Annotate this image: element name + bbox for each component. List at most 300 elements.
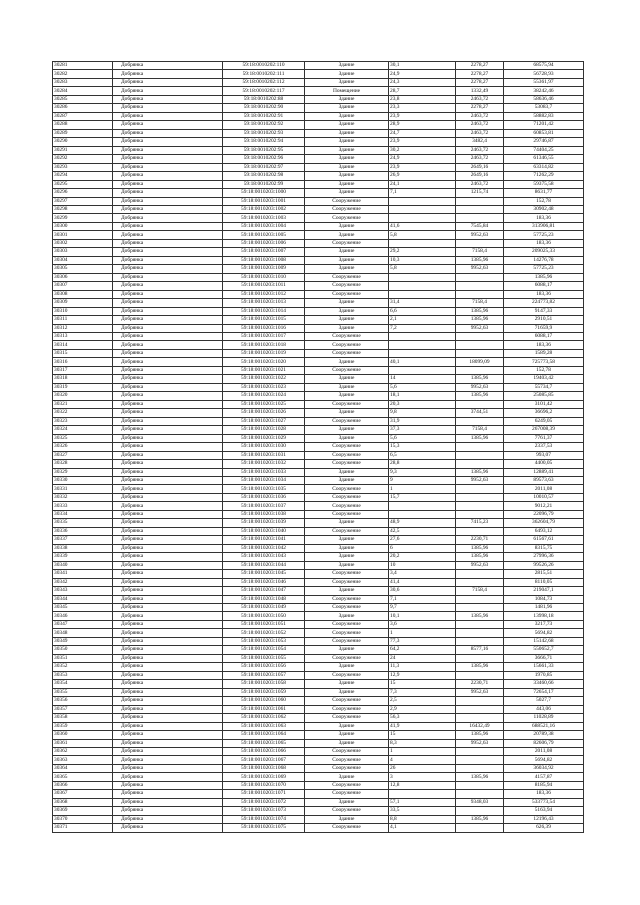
cadastral-value-cell: 183,36 (504, 790, 584, 798)
cadastral-value-cell: 55734,7 (504, 383, 584, 391)
record-number-cell: 30345 (53, 604, 113, 612)
specific-value-cell (456, 705, 504, 713)
object-type-cell: Сооружение (305, 595, 389, 603)
specific-value-cell: 1385,96 (456, 468, 504, 476)
cadastral-value-cell: 152,78 (504, 197, 584, 205)
locality-cell: Добрянка (113, 781, 223, 789)
area-cell: 30,6 (389, 587, 456, 595)
locality-cell: Добрянка (113, 375, 223, 383)
record-number-cell: 30309 (53, 299, 113, 307)
specific-value-cell: 2463,72 (456, 95, 504, 103)
table-row (53, 78, 584, 86)
table-body (53, 62, 584, 833)
specific-value-cell: 9952,63 (456, 688, 504, 696)
specific-value-cell (456, 400, 504, 408)
locality-cell: Добрянка (113, 824, 223, 832)
cadastral-value-cell: 61346,55 (504, 155, 584, 163)
area-cell: 30,1 (389, 62, 456, 70)
cadastral-value-cell: 25085,85 (504, 392, 584, 400)
specific-value-cell (456, 282, 504, 290)
table-row (53, 646, 584, 654)
cadastral-number-cell: 59:18:0010203:1072 (223, 798, 305, 806)
specific-value-cell: 7415,23 (456, 519, 504, 527)
locality-cell: Добрянка (113, 180, 223, 188)
object-type-cell: Здание (305, 519, 389, 527)
table-row (53, 604, 584, 612)
locality-cell: Добрянка (113, 688, 223, 696)
cadastral-number-cell: 59:18:0010203:1048 (223, 595, 305, 603)
cadastral-value-cell: 4400,05 (504, 460, 584, 468)
area-cell: 24,7 (389, 129, 456, 137)
locality-cell: Добрянка (113, 739, 223, 747)
object-type-cell: Сооружение (305, 282, 389, 290)
area-cell (389, 790, 456, 798)
record-number-cell: 30299 (53, 214, 113, 222)
record-number-cell: 30298 (53, 205, 113, 213)
object-type-cell: Сооружение (305, 510, 389, 518)
locality-cell: Добрянка (113, 731, 223, 739)
locality-cell: Добрянка (113, 112, 223, 120)
cadastral-value-cell: 3217,73 (504, 620, 584, 628)
object-type-cell: Здание (305, 62, 389, 70)
specific-value-cell: 1385,96 (456, 256, 504, 264)
cadastral-value-cell: 725773,58 (504, 358, 584, 366)
specific-value-cell: 1385,96 (456, 663, 504, 671)
table-row (53, 197, 584, 205)
cadastral-number-cell: 59:18:0010203:1037 (223, 502, 305, 510)
cadastral-number-cell: 59:18:0010203:1029 (223, 434, 305, 442)
record-number-cell: 30287 (53, 112, 113, 120)
cadastral-number-cell: 59:18:0010203:1066 (223, 747, 305, 755)
table-row (53, 680, 584, 688)
specific-value-cell: 2463,72 (456, 129, 504, 137)
object-type-cell: Здание (305, 138, 389, 146)
table-row (53, 87, 584, 95)
cadastral-value-cell: 55361,97 (504, 78, 584, 86)
table-row (53, 172, 584, 180)
area-cell: 1 (389, 485, 456, 493)
object-type-cell: Сооружение (305, 493, 389, 501)
table-row (53, 519, 584, 527)
locality-cell: Добрянка (113, 654, 223, 662)
specific-value-cell: 1385,96 (456, 375, 504, 383)
cadastral-number-cell: 59:18:0010203:1050 (223, 612, 305, 620)
record-number-cell: 30304 (53, 256, 113, 264)
cadastral-number-cell: 59:18:0010203:1021 (223, 366, 305, 374)
specific-value-cell: 1385,96 (456, 316, 504, 324)
locality-cell: Добрянка (113, 460, 223, 468)
record-number-cell: 30290 (53, 138, 113, 146)
area-cell: 23,9 (389, 138, 456, 146)
specific-value-cell: 1385,96 (456, 773, 504, 781)
object-type-cell: Здание (305, 231, 389, 239)
record-number-cell: 30322 (53, 409, 113, 417)
locality-cell: Добрянка (113, 333, 223, 341)
cadastral-number-cell: 59:18:0010203:1003 (223, 214, 305, 222)
cadastral-number-cell: 59:18:0010203:1070 (223, 781, 305, 789)
cadastral-value-cell: 9147,33 (504, 307, 584, 315)
cadastral-number-cell: 59:18:0010203:1073 (223, 807, 305, 815)
cadastral-value-cell: 1084,73 (504, 595, 584, 603)
cadastral-number-cell: 59:18:0010203:1030 (223, 443, 305, 451)
locality-cell: Добрянка (113, 536, 223, 544)
table-row (53, 239, 584, 247)
record-number-cell: 30353 (53, 671, 113, 679)
specific-value-cell (456, 654, 504, 662)
table-row (53, 824, 584, 832)
table-row (53, 265, 584, 273)
cadastral-value-cell: 74404,25 (504, 146, 584, 154)
cadastral-value-cell: 4157,87 (504, 773, 584, 781)
record-number-cell: 30355 (53, 688, 113, 696)
table-row (53, 493, 584, 501)
cadastral-value-cell: 550652,7 (504, 646, 584, 654)
record-number-cell: 30321 (53, 400, 113, 408)
cadastral-number-cell: 59:18:0010203:1023 (223, 383, 305, 391)
record-number-cell: 30319 (53, 383, 113, 391)
object-type-cell: Сооружение (305, 620, 389, 628)
object-type-cell: Сооружение (305, 417, 389, 425)
object-type-cell: Сооружение (305, 502, 389, 510)
cadastral-number-cell: 59:18:0010203:1062 (223, 714, 305, 722)
record-number-cell: 30316 (53, 358, 113, 366)
cadastral-number-cell: 59:18:0010203:1025 (223, 400, 305, 408)
object-type-cell: Сооружение (305, 764, 389, 772)
cadastral-number-cell: 59:18:0010202:96 (223, 155, 305, 163)
object-type-cell: Здание (305, 358, 389, 366)
area-cell: 15 (389, 731, 456, 739)
locality-cell: Добрянка (113, 392, 223, 400)
cadastral-number-cell: 59:18:0010203:1016 (223, 324, 305, 332)
area-cell (389, 349, 456, 357)
specific-value-cell (456, 620, 504, 628)
area-cell: 27,6 (389, 536, 456, 544)
specific-value-cell (456, 697, 504, 705)
cadastral-number-cell: 59:18:0010203:1007 (223, 248, 305, 256)
cadastral-number-cell: 59:18:0010203:1033 (223, 468, 305, 476)
cadastral-value-cell: 183,36 (504, 341, 584, 349)
cadastral-value-cell: 6249,05 (504, 417, 584, 425)
locality-cell: Добрянка (113, 493, 223, 501)
specific-value-cell (456, 824, 504, 832)
table-row (53, 138, 584, 146)
specific-value-cell: 2230,71 (456, 680, 504, 688)
object-type-cell: Здание (305, 104, 389, 112)
cadastral-value-cell: 2337,53 (504, 443, 584, 451)
cadastral-number-cell: 59:18:0010203:1041 (223, 536, 305, 544)
locality-cell: Добрянка (113, 510, 223, 518)
table-row (53, 587, 584, 595)
area-cell: 24,9 (389, 70, 456, 78)
specific-value-cell (456, 502, 504, 510)
area-cell: 26 (389, 764, 456, 772)
table-row (53, 510, 584, 518)
record-number-cell: 30314 (53, 341, 113, 349)
object-type-cell: Здание (305, 146, 389, 154)
record-number-cell: 30285 (53, 95, 113, 103)
specific-value-cell (456, 290, 504, 298)
cadastral-value-cell: 8315,75 (504, 544, 584, 552)
locality-cell: Добрянка (113, 798, 223, 806)
table-row (53, 341, 584, 349)
object-type-cell: Здание (305, 95, 389, 103)
table-row (53, 392, 584, 400)
cadastral-number-cell: 59:18:0010203:1046 (223, 578, 305, 586)
object-type-cell: Сооружение (305, 485, 389, 493)
table-row (53, 282, 584, 290)
area-cell: 9,3 (389, 468, 456, 476)
record-number-cell: 30328 (53, 460, 113, 468)
cadastral-number-cell: 59:18:0010203:1051 (223, 620, 305, 628)
locality-cell: Добрянка (113, 807, 223, 815)
area-cell: 2,5 (389, 697, 456, 705)
area-cell: 20,2 (389, 553, 456, 561)
record-number-cell: 30303 (53, 248, 113, 256)
table-row (53, 654, 584, 662)
table-row (53, 764, 584, 772)
cadastral-number-cell: 59:18:0010203:1026 (223, 409, 305, 417)
object-type-cell: Сооружение (305, 239, 389, 247)
cadastral-number-cell: 59:18:0010203:1074 (223, 815, 305, 823)
locality-cell: Добрянка (113, 697, 223, 705)
record-number-cell: 30365 (53, 773, 113, 781)
record-number-cell: 30367 (53, 790, 113, 798)
cadastral-value-cell: 99526,26 (504, 561, 584, 569)
record-number-cell: 30292 (53, 155, 113, 163)
table-row (53, 570, 584, 578)
specific-value-cell (456, 714, 504, 722)
cadastral-value-cell: 22096,79 (504, 510, 584, 518)
cadastral-value-cell: 533773,54 (504, 798, 584, 806)
record-number-cell: 30369 (53, 807, 113, 815)
table-row (53, 731, 584, 739)
record-number-cell: 30356 (53, 697, 113, 705)
record-number-cell: 30294 (53, 172, 113, 180)
specific-value-cell (456, 366, 504, 374)
locality-cell: Добрянка (113, 358, 223, 366)
cadastral-number-cell: 59:18:0010203:1055 (223, 654, 305, 662)
cadastral-number-cell: 59:18:0010203:1011 (223, 282, 305, 290)
cadastral-value-cell: 71659,9 (504, 324, 584, 332)
cadastral-value-cell: 9012,21 (504, 502, 584, 510)
cadastral-value-cell: 267008,39 (504, 426, 584, 434)
specific-value-cell: 9952,63 (456, 476, 504, 484)
object-type-cell: Сооружение (305, 705, 389, 713)
locality-cell: Добрянка (113, 671, 223, 679)
table-row (53, 781, 584, 789)
cadastral-value-cell: 219047,1 (504, 587, 584, 595)
locality-cell: Добрянка (113, 231, 223, 239)
locality-cell: Добрянка (113, 316, 223, 324)
specific-value-cell (456, 764, 504, 772)
cadastral-number-cell: 59:18:0010203:1042 (223, 544, 305, 552)
record-number-cell: 30358 (53, 714, 113, 722)
cadastral-number-cell: 59:18:0010203:1015 (223, 316, 305, 324)
locality-cell: Добрянка (113, 248, 223, 256)
locality-cell: Добрянка (113, 366, 223, 374)
cadastral-value-cell: 209025,33 (504, 248, 584, 256)
cadastral-number-cell: 59:18:0010202:99 (223, 180, 305, 188)
cadastral-value-cell: 57725,23 (504, 231, 584, 239)
locality-cell: Добрянка (113, 756, 223, 764)
object-type-cell: Здание (305, 383, 389, 391)
area-cell: 8,3 (389, 739, 456, 747)
locality-cell: Добрянка (113, 485, 223, 493)
cadastral-number-cell: 59:18:0010203:1065 (223, 739, 305, 747)
object-type-cell: Здание (305, 172, 389, 180)
object-type-cell: Здание (305, 375, 389, 383)
object-type-cell: Здание (305, 265, 389, 273)
cadastral-value-cell: 2011,08 (504, 747, 584, 755)
specific-value-cell: 18099,09 (456, 358, 504, 366)
specific-value-cell (456, 341, 504, 349)
specific-value-cell: 1385,96 (456, 307, 504, 315)
locality-cell: Добрянка (113, 341, 223, 349)
specific-value-cell: 9952,63 (456, 383, 504, 391)
specific-value-cell: 2463,72 (456, 146, 504, 154)
cadastral-value-cell: 29746,87 (504, 138, 584, 146)
locality-cell: Добрянка (113, 553, 223, 561)
record-number-cell: 30300 (53, 222, 113, 230)
object-type-cell: Здание (305, 222, 389, 230)
locality-cell: Добрянка (113, 104, 223, 112)
cadastral-number-cell: 59:18:0010203:1044 (223, 561, 305, 569)
locality-cell: Добрянка (113, 349, 223, 357)
object-type-cell: Здание (305, 646, 389, 654)
record-number-cell: 30346 (53, 612, 113, 620)
cadastral-value-cell: 15661,33 (504, 663, 584, 671)
table-row (53, 790, 584, 798)
object-type-cell: Сооружение (305, 654, 389, 662)
object-type-cell: Здание (305, 163, 389, 171)
table-row (53, 476, 584, 484)
record-number-cell: 30302 (53, 239, 113, 247)
area-cell: 56,3 (389, 714, 456, 722)
locality-cell: Добрянка (113, 570, 223, 578)
locality-cell: Добрянка (113, 620, 223, 628)
record-number-cell: 30307 (53, 282, 113, 290)
object-type-cell: Сооружение (305, 197, 389, 205)
record-number-cell: 30361 (53, 739, 113, 747)
table-row (53, 612, 584, 620)
specific-value-cell (456, 214, 504, 222)
locality-cell: Добрянка (113, 578, 223, 586)
locality-cell: Добрянка (113, 129, 223, 137)
record-number-cell: 30313 (53, 333, 113, 341)
table-row (53, 798, 584, 806)
cadastral-number-cell: 59:18:0010203:1019 (223, 349, 305, 357)
object-type-cell: Сооружение (305, 756, 389, 764)
locality-cell: Добрянка (113, 383, 223, 391)
specific-value-cell: 2278,27 (456, 62, 504, 70)
cadastral-value-table (52, 61, 583, 833)
cadastral-number-cell: 59:18:0010203:1017 (223, 333, 305, 341)
specific-value-cell: 9952,63 (456, 739, 504, 747)
cadastral-number-cell: 59:18:0010203:1060 (223, 697, 305, 705)
area-cell: 1 (389, 629, 456, 637)
cadastral-value-cell: 19403,42 (504, 375, 584, 383)
object-type-cell: Здание (305, 299, 389, 307)
locality-cell: Добрянка (113, 426, 223, 434)
cadastral-value-cell: 13998,18 (504, 612, 584, 620)
table-row (53, 443, 584, 451)
area-cell (389, 214, 456, 222)
locality-cell: Добрянка (113, 612, 223, 620)
area-cell: 2,1 (389, 316, 456, 324)
cadastral-number-cell: 59:18:0010203:1032 (223, 460, 305, 468)
object-type-cell: Здание (305, 663, 389, 671)
object-type-cell: Здание (305, 155, 389, 163)
cadastral-number-cell: 59:18:0010203:1002 (223, 205, 305, 213)
object-type-cell: Здание (305, 324, 389, 332)
specific-value-cell (456, 604, 504, 612)
area-cell: 23,9 (389, 112, 456, 120)
locality-cell: Добрянка (113, 663, 223, 671)
cadastral-value-cell: 1385,96 (504, 273, 584, 281)
object-type-cell: Здание (305, 248, 389, 256)
cadastral-value-cell: 626,39 (504, 824, 584, 832)
locality-cell: Добрянка (113, 476, 223, 484)
object-type-cell: Сооружение (305, 273, 389, 281)
record-number-cell: 30352 (53, 663, 113, 671)
cadastral-number-cell: 59:18:0010203:1020 (223, 358, 305, 366)
table-row (53, 773, 584, 781)
record-number-cell: 30311 (53, 316, 113, 324)
record-number-cell: 30351 (53, 654, 113, 662)
record-number-cell: 30338 (53, 544, 113, 552)
locality-cell: Добрянка (113, 138, 223, 146)
cadastral-number-cell: 59:18:0010203:1068 (223, 764, 305, 772)
record-number-cell: 30297 (53, 197, 113, 205)
area-cell: 28,8 (389, 460, 456, 468)
locality-cell: Добрянка (113, 282, 223, 290)
object-type-cell: Здание (305, 129, 389, 137)
specific-value-cell (456, 493, 504, 501)
locality-cell: Добрянка (113, 172, 223, 180)
area-cell: 28,7 (389, 87, 456, 95)
table-row (53, 129, 584, 137)
specific-value-cell (456, 510, 504, 518)
locality-cell: Добрянка (113, 95, 223, 103)
specific-value-cell (456, 273, 504, 281)
area-cell: 33,5 (389, 807, 456, 815)
object-type-cell: Здание (305, 409, 389, 417)
specific-value-cell: 7158,4 (456, 248, 504, 256)
property-table (52, 61, 584, 833)
locality-cell: Добрянка (113, 646, 223, 654)
cadastral-number-cell: 59:18:0010202:112 (223, 78, 305, 86)
area-cell: 15,7 (389, 493, 456, 501)
table-row (53, 324, 584, 332)
locality-cell: Добрянка (113, 502, 223, 510)
cadastral-number-cell: 59:18:0010203:1027 (223, 417, 305, 425)
cadastral-value-cell: 313906,81 (504, 222, 584, 230)
record-number-cell: 30308 (53, 290, 113, 298)
cadastral-value-cell: 5027,7 (504, 697, 584, 705)
object-type-cell: Сооружение (305, 460, 389, 468)
cadastral-number-cell: 59:18:0010203:1005 (223, 231, 305, 239)
cadastral-number-cell: 59:18:0010203:1034 (223, 476, 305, 484)
object-type-cell: Здание (305, 256, 389, 264)
specific-value-cell: 3744,51 (456, 409, 504, 417)
area-cell: 40,1 (389, 358, 456, 366)
cadastral-value-cell: 8631,77 (504, 189, 584, 197)
record-number-cell: 30364 (53, 764, 113, 772)
object-type-cell: Здание (305, 392, 389, 400)
area-cell: 2,9 (389, 705, 456, 713)
record-number-cell: 30293 (53, 163, 113, 171)
cadastral-number-cell: 59:18:0010202:95 (223, 146, 305, 154)
